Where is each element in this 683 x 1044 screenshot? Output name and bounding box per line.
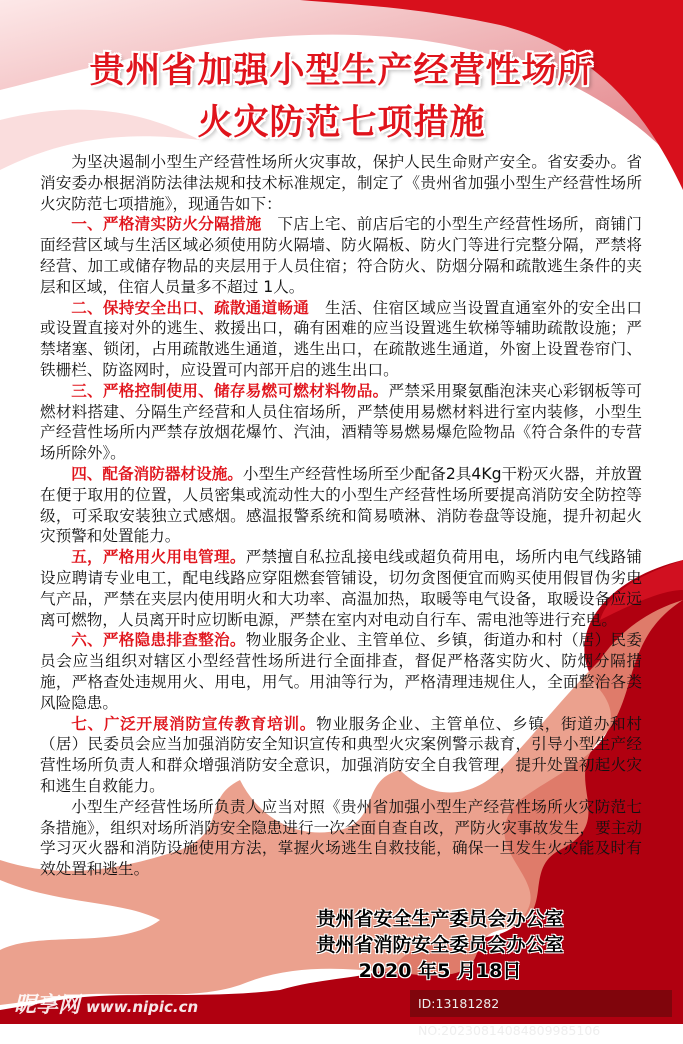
measure-text: 严禁采用聚氨酯泡沫夹心彩钢板等可燃材料搭建、分隔生产经营和人员住宿场所，严禁使用易燃材料进行室内装修，小型生产经营性场所内严禁存放烟花爆竹、汽油，酒精等易燃易爆危险物品《符合条件的专营场所除外》。 <box>40 381 642 463</box>
measure-text: 严禁擅自私拉乱接电线或超负荷用电，场所内电气线路铺设应聘请专业电工，配电线路应穿阻燃套管铺设，切勿贪图便宜而购买使用假冒伪劣电气产品，严禁在夹层内使用明火和大功率、高温加热，取暖等电气设备，取暖设备应远离可燃物，人员离开时应切断电源，严禁在室内对电动自行车、需电池等进行充电。 <box>40 548 642 629</box>
watermark-url: www.nipic.cn <box>86 998 199 1016</box>
measure-text: 下店上宅、前店后宅的小型生产经营性场所，商铺门面经营区域与生活区域必须使用防火隔墙、防火隔板、防火门等进行完整分隔，严禁将经营、加工或储存物品的夹层用于人员住宿；符合防火、防烟分隔和疏散逃生条件的夹层和区域，住宿人员量多不超过 1人。 <box>40 215 642 296</box>
intro-paragraph: 为坚决遏制小型生产经营性场所火灾事故，保护人民生命财产安全。省安委办。省消安委办根据消防法律法规和技术标准规定，制定了《贵州省加强小型生产经营性场所火灾防范七项措施》，现通告如下： <box>40 153 642 213</box>
measure-heading: 七、广泛开展消防宣传教育培训。 <box>71 714 317 733</box>
measure-heading: 三、严格控制使用、储存易燃可燃材料物品。 <box>71 381 389 400</box>
measure-heading: 四、配备消防器材设施。 <box>71 464 243 483</box>
measure-text: 生活、住宿区域应当设置直通室外的安全出口或设置直接对外的逃生、救援出口，确有困难的应当设置逃生软梯等辅助疏散设施；严禁堵塞、锁闭，占用疏散逃生通道，逃生出口，在疏散逃生通道，外窗上设置卷帘门、铁栅栏、防盗网时，应设置可内部开启的逃生出口。 <box>40 298 642 379</box>
issuer-1: 贵州省安全生产委员会办公室 <box>316 908 564 930</box>
notice-body <box>40 152 642 880</box>
measure-text: 物业服务企业、主管单位、乡镇，街道办和村（居）民委员会应当加强消防安全知识宣传和典型火灾案例警示裁育，引导小型生产经营性场所负责人和群众增强消防安全意识，加强消防安全自我管理，提升处置初起火灾和逃生自救能力。 <box>40 714 642 795</box>
watermark-logo-text: 昵享网 <box>14 993 81 1018</box>
poster-title-line2: 火灾防范七项措施 <box>197 103 486 143</box>
measure-heading: 一、严格清实防火分隔措施 <box>71 215 262 234</box>
measure-3 <box>40 381 642 464</box>
closing-paragraph: 小型生产经营性场所负责人应当对照《贵州省加强小型生产经营性场所火灾防范七条措施》，组织对场所消防安全隐患进行一次全面自查自改，严防火灾事故发生，要主动学习灭火器和消防设施使用方法，掌握火场逃生自救技能，确保一旦发生火灾能及时有效处置和逃生。 <box>40 797 642 879</box>
measure-heading: 五，严格用火用电管理。 <box>71 548 246 567</box>
measure-text: 小型生产经营性场所至少配备2具4Kg干粉灭火器，并放置在便于取用的位置，人员密集或流动性大的小型生产经营性场所要提高消防安全防控等级，可采取安装独立式感烟。感温报警系统和简易喷淋、消防卷盘等设施，提升初起火灾预警和处置能力。 <box>40 464 642 546</box>
measure-heading: 二、保持安全出口、疏散通道畅通 <box>71 298 310 317</box>
issuer-2: 贵州省消防安全委员会办公室 <box>316 934 564 956</box>
measure-2 <box>40 298 642 381</box>
measure-6 <box>40 630 642 713</box>
site-watermark <box>14 988 198 1019</box>
image-id-label: ID:13181282 NO:20230814084809985106 <box>410 990 672 1017</box>
poster-title-line1: 贵州省加强小型生产经营性场所 <box>89 51 594 91</box>
measure-text: 物业服务企业、主管单位、乡镇，街道办和村（居）民委员会应当组织对辖区小型经营性场所进行全面排查，督促严格落实防火、防烟分隔措施，严格查处违规用火、用电，用气。用油等行为，严格清理违规住人，全面整治各类风险隐患。 <box>40 631 642 712</box>
measure-5 <box>40 547 642 630</box>
measure-4 <box>40 464 642 547</box>
measure-1 <box>40 214 642 297</box>
measure-heading: 六、严格隐患排查整治。 <box>71 631 246 650</box>
measure-7 <box>40 714 642 797</box>
issue-date: 2020 年5 月18日 <box>358 960 522 982</box>
signature-block <box>260 906 620 984</box>
